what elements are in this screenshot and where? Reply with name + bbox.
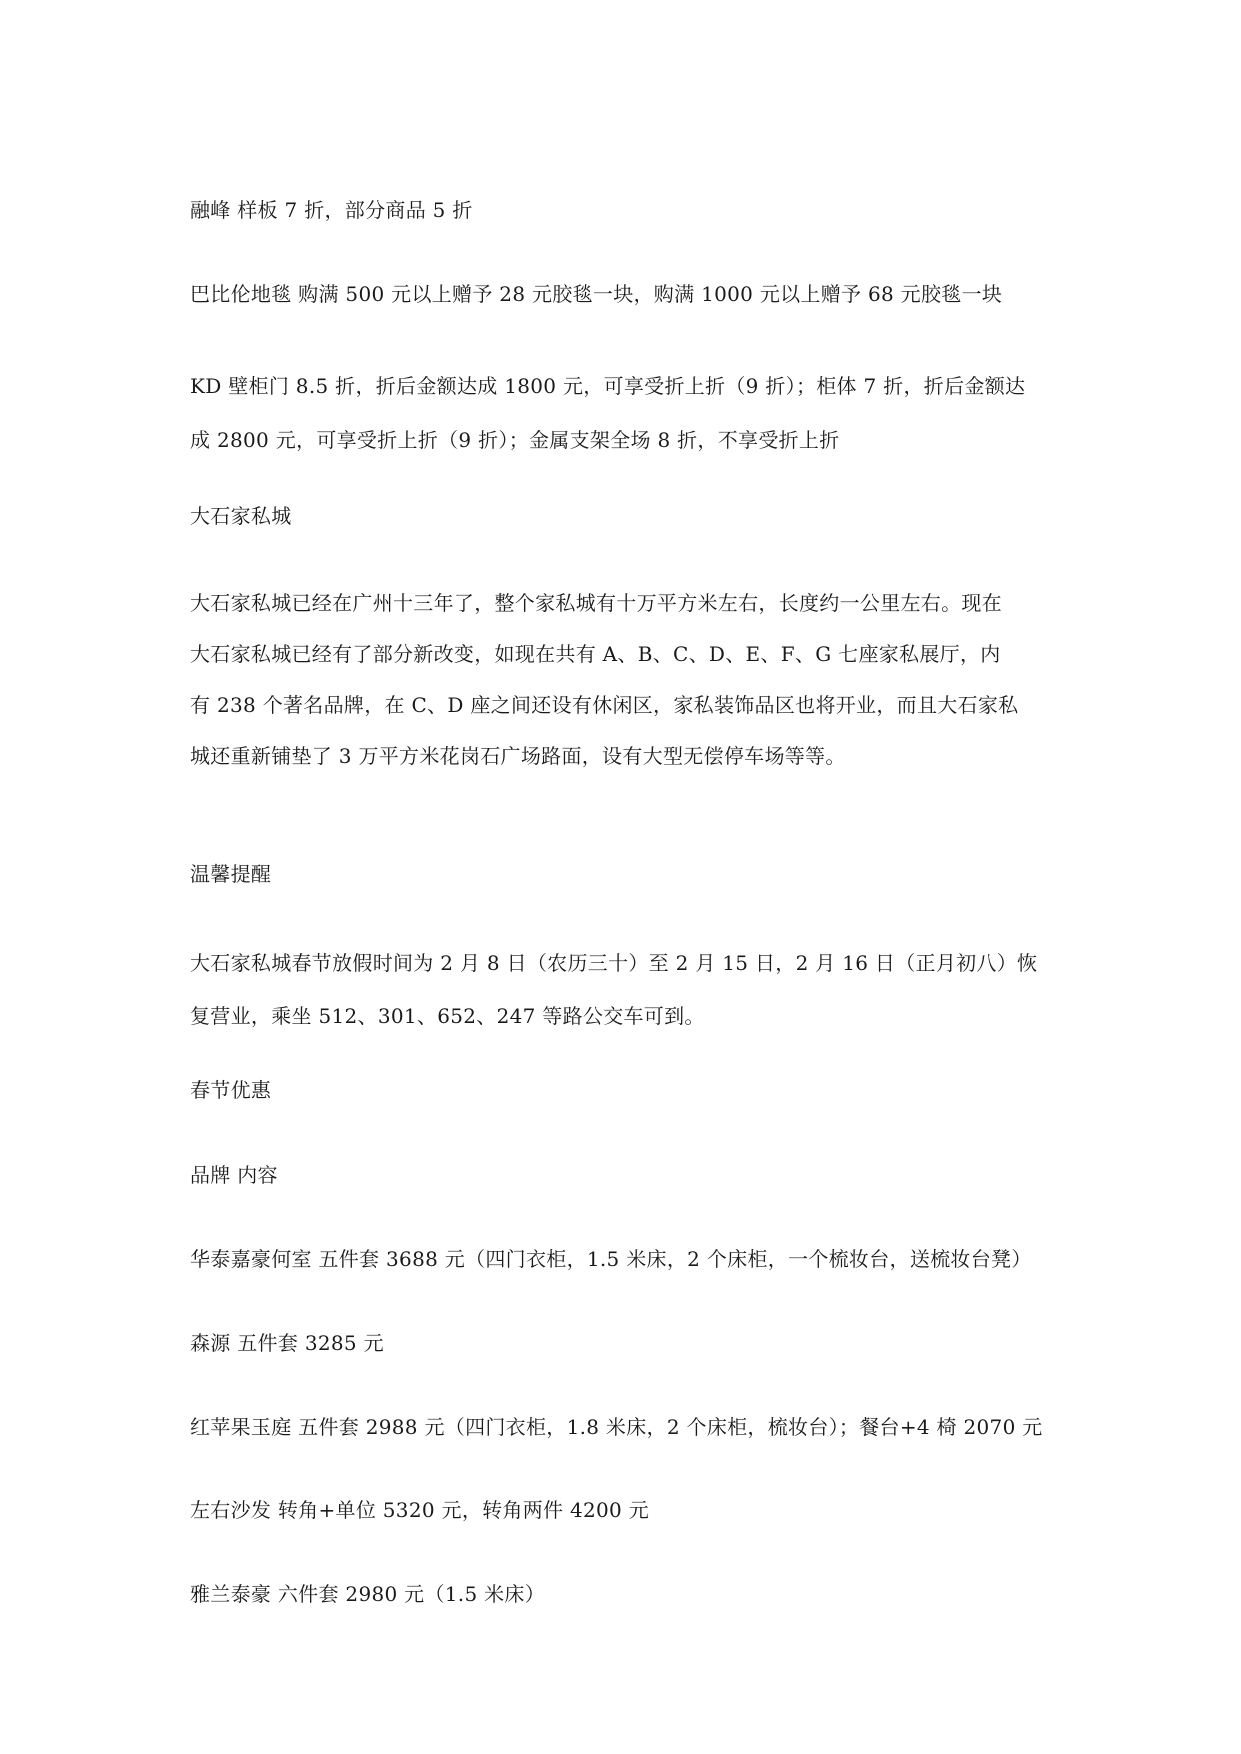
reminder-text xyxy=(190,937,1070,1043)
dashi-intro-line-2: 大石家私城已经有了部分新改变，如现在共有 A、B、C、D、E、F、G 七座家私展厅，内 xyxy=(190,642,1001,666)
offer-item xyxy=(190,1325,1070,1361)
promo-babylon xyxy=(190,276,1070,312)
section-title-dashi-text: 大石家私城 xyxy=(190,504,292,528)
dashi-intro xyxy=(190,578,1070,782)
promo-rongfeng xyxy=(190,192,1070,228)
section-title-dashi xyxy=(190,498,1070,534)
reminder-line-2: 复营业，乘坐 512、301、652、247 等路公交车可到。 xyxy=(190,1004,705,1028)
dashi-intro-line-1: 大石家私城已经在广州十三年了，整个家私城有十万平方米左右，长度约一公里左右。现在 xyxy=(190,591,1002,615)
promo-kd xyxy=(190,359,1070,467)
section-title-reminder xyxy=(190,856,1070,892)
offer-item xyxy=(190,1241,1070,1277)
offers-table-header-text: 品牌 内容 xyxy=(190,1163,278,1187)
promo-rongfeng-text: 融峰 样板 7 折，部分商品 5 折 xyxy=(190,198,473,222)
offers-table-header xyxy=(190,1157,1070,1193)
dashi-intro-line-3: 有 238 个著名品牌，在 C、D 座之间还设有休闲区，家私装饰品区也将开业，而且大石家私 xyxy=(190,693,1019,717)
offer-item xyxy=(190,1409,1070,1445)
offer-item xyxy=(190,1576,1070,1612)
promo-kd-line-2: 成 2800 元，可享受折上折（9 折）；金属支架全场 8 折，不享受折上折 xyxy=(190,428,840,452)
offer-item-zuoyou: 左右沙发 转角+单位 5320 元，转角两件 4200 元 xyxy=(190,1498,650,1522)
offer-item xyxy=(190,1492,1070,1528)
reminder-line-1: 大石家私城春节放假时间为 2 月 8 日（农历三十）至 2 月 15 日，2 月 16 日（正月初八）恢 xyxy=(190,951,1038,975)
offer-item-senyuan: 森源 五件套 3285 元 xyxy=(190,1331,384,1355)
section-title-spring-offers xyxy=(190,1072,1070,1108)
offer-item-huatai: 华泰嘉豪何室 五件套 3688 元（四门衣柜，1.5 米床，2 个床柜，一个梳妆台，送梳妆台凳） xyxy=(190,1247,1032,1271)
promo-babylon-text: 巴比伦地毯 购满 500 元以上赠予 28 元胶毯一块，购满 1000 元以上赠予 68 元胶毯一块 xyxy=(190,282,1003,306)
dashi-intro-line-4: 城还重新铺垫了 3 万平方米花岗石广场路面，设有大型无偿停车场等等。 xyxy=(190,744,846,768)
section-title-spring-offers-text: 春节优惠 xyxy=(190,1078,272,1102)
offer-item-hongpingguo: 红苹果玉庭 五件套 2988 元（四门衣柜，1.8 米床，2 个床柜，梳妆台）；餐台+4 椅 2070 元 xyxy=(190,1415,1043,1439)
offer-item-yalan: 雅兰泰豪 六件套 2980 元（1.5 米床） xyxy=(190,1582,546,1606)
promo-kd-line-1: KD 壁柜门 8.5 折，折后金额达成 1800 元，可享受折上折（9 折）；柜体 7 折，折后金额达 xyxy=(190,374,1026,398)
section-title-reminder-text: 温馨提醒 xyxy=(190,862,272,886)
